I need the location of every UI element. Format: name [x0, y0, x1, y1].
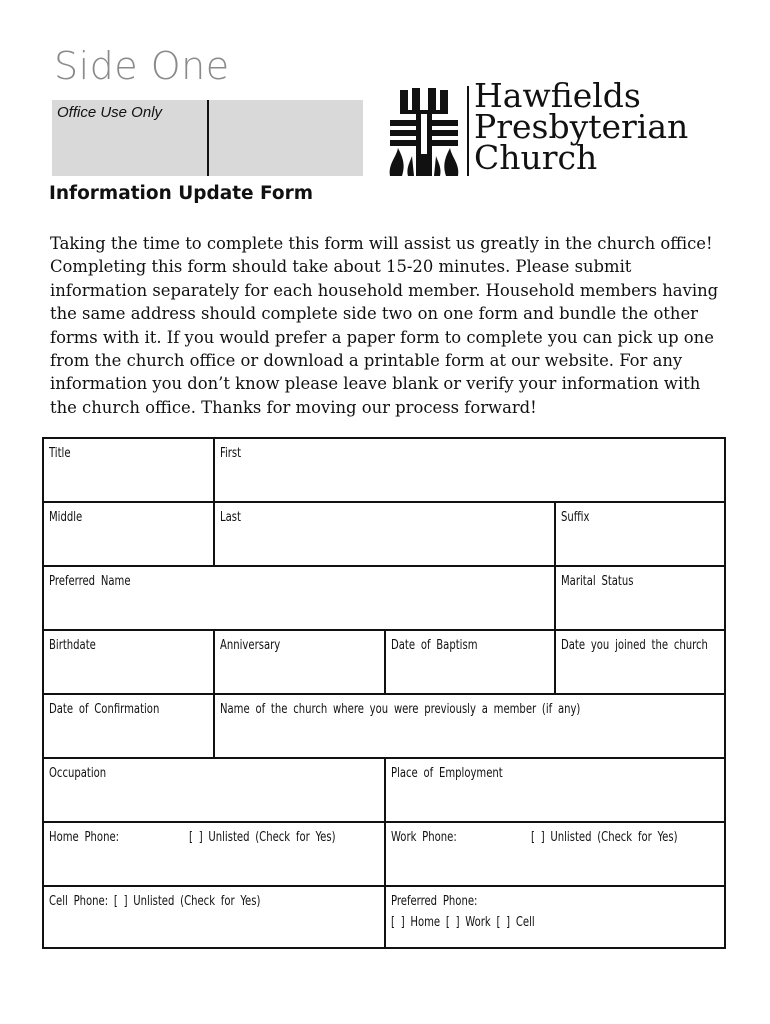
- cell-phone-label: Cell Phone: [ ] Unlisted (Check for Yes): [49, 894, 261, 909]
- previous-church-label: Name of the church where you were previously a member (if any): [220, 702, 581, 717]
- last-name-field[interactable]: [215, 503, 556, 567]
- occupation-field[interactable]: [44, 759, 386, 823]
- office-use-divider: [207, 100, 209, 176]
- last-name-label: Last: [220, 510, 241, 525]
- preferred-phone-field[interactable]: [386, 887, 726, 947]
- confirmation-date-field[interactable]: [44, 695, 215, 759]
- work-phone-label: Work Phone:: [391, 830, 457, 845]
- middle-name-field[interactable]: [44, 503, 215, 567]
- home-phone-field[interactable]: [44, 823, 386, 887]
- baptism-date-field[interactable]: [386, 631, 556, 695]
- logo-divider: [467, 86, 469, 176]
- office-use-box: [52, 100, 363, 176]
- first-name-field[interactable]: [215, 439, 726, 503]
- church-name-line-1: Hawfields: [474, 76, 641, 115]
- first-name-label: First: [220, 446, 242, 461]
- employment-place-field[interactable]: [386, 759, 726, 823]
- presbyterian-cross-flame-icon: [386, 84, 462, 180]
- title-field[interactable]: [44, 439, 215, 503]
- marital-status-label: Marital Status: [561, 574, 634, 589]
- anniversary-label: Anniversary: [220, 638, 281, 653]
- join-date-label: Date you joined the church: [561, 638, 708, 653]
- confirmation-date-label: Date of Confirmation: [49, 702, 160, 717]
- side-title: Side One: [54, 44, 230, 88]
- preferred-phone-options[interactable]: [ ] Home [ ] Work [ ] Cell: [391, 915, 535, 930]
- preferred-name-field[interactable]: [44, 567, 556, 631]
- home-unlisted-checkbox[interactable]: [ ] Unlisted (Check for Yes): [189, 830, 336, 845]
- intro-paragraph: Taking the time to complete this form will assist us greatly in the church office! Completing this form should take about 15-20 minutes. Please submit information separately for each household member. Household members having the same address should complete side two on one form and bundle the other forms with it. If you would prefer a paper form to complete you can pick up one from the church office or download a printable form at our website. For any information you don’t know please leave blank or verify your information with the church office. Thanks for moving our process forward!: [50, 234, 719, 417]
- title-label: Title: [49, 446, 71, 461]
- birthdate-field[interactable]: [44, 631, 215, 695]
- birthdate-label: Birthdate: [49, 638, 96, 653]
- occupation-label: Occupation: [49, 766, 107, 781]
- work-unlisted-checkbox[interactable]: [ ] Unlisted (Check for Yes): [531, 830, 678, 845]
- join-date-field[interactable]: [556, 631, 726, 695]
- form-title: Information Update Form: [49, 183, 314, 204]
- work-phone-field[interactable]: [386, 823, 726, 887]
- previous-church-field[interactable]: [215, 695, 726, 759]
- church-name-line-3: Church: [474, 138, 598, 177]
- church-name-line-2: Presbyterian: [474, 107, 689, 146]
- marital-status-field[interactable]: [556, 567, 726, 631]
- middle-name-label: Middle: [49, 510, 83, 525]
- office-use-label: Office Use Only: [57, 104, 163, 121]
- preferred-name-label: Preferred Name: [49, 574, 131, 589]
- anniversary-field[interactable]: [215, 631, 386, 695]
- information-form-grid: [42, 437, 726, 949]
- church-name: [474, 76, 689, 177]
- employment-place-label: Place of Employment: [391, 766, 503, 781]
- home-phone-label: Home Phone:: [49, 830, 120, 845]
- preferred-phone-label: Preferred Phone:: [391, 894, 478, 909]
- baptism-date-label: Date of Baptism: [391, 638, 478, 653]
- suffix-label: Suffix: [561, 510, 590, 525]
- cell-phone-field[interactable]: [44, 887, 386, 947]
- suffix-field[interactable]: [556, 503, 726, 567]
